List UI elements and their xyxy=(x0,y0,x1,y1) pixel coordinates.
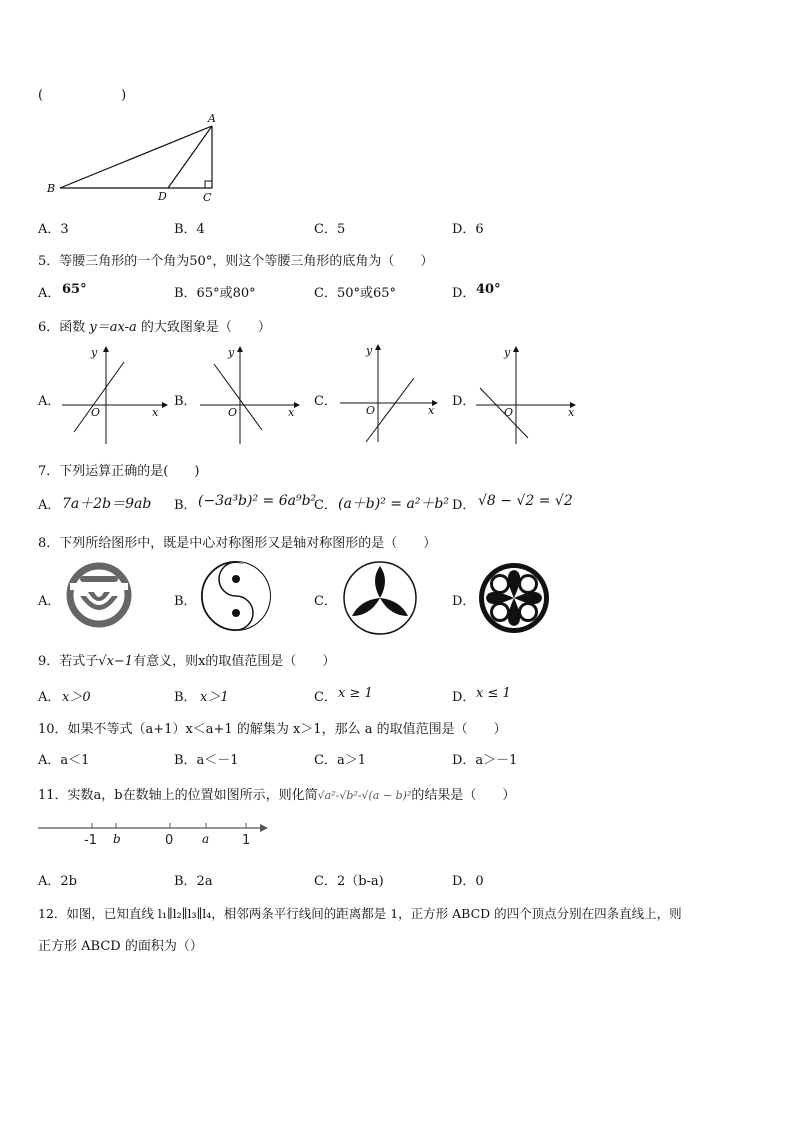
tick-label-0: 0 xyxy=(165,833,174,848)
q8-option-a-letter: A． xyxy=(38,594,61,609)
q7-option-c-letter: C． xyxy=(314,498,337,513)
q7-option-d-letter: D． xyxy=(452,498,476,513)
origin-label: O xyxy=(91,406,101,419)
q5-option-d-letter: D． xyxy=(452,286,476,301)
y-axis-label: y xyxy=(228,346,235,359)
y-axis-label: y xyxy=(504,346,511,359)
q6-option-c-letter: C． xyxy=(314,394,337,409)
vertex-label-c: C xyxy=(203,191,212,204)
q8-figure-c-three-blades xyxy=(342,560,418,636)
q5-option-c: C．50°或65° xyxy=(314,286,397,301)
vertex-label-b: B xyxy=(47,182,56,195)
q6-option-b-letter: B． xyxy=(174,394,197,409)
q4-option-a: A．3 xyxy=(38,222,69,237)
q4-answer-paren: ( ) xyxy=(38,88,127,103)
origin-label: O xyxy=(228,406,238,419)
x-axis-label: x xyxy=(152,406,159,419)
q5-option-d-value: 40° xyxy=(476,282,501,297)
q12-text-line2: 正方形 ABCD 的面积为（） xyxy=(38,939,203,954)
x-axis-label: x xyxy=(568,406,575,419)
q4-option-b: B．4 xyxy=(174,222,205,237)
q8-figure-d-four-petals xyxy=(478,562,550,634)
q7-option-c-expr: (a＋b)² = a²＋b² xyxy=(338,496,450,512)
q10-option-d: D．a＞－1 xyxy=(452,753,518,768)
q9-option-c-letter: C． xyxy=(314,690,337,705)
q11-option-b: B．2a xyxy=(174,874,213,889)
q4-option-c: C．5 xyxy=(314,222,346,237)
y-axis-label: y xyxy=(91,346,98,359)
q12-text-line1: 12．如图，已知直线 l₁∥l₂∥l₃∥l₄，相邻两条平行线间的距离都是 1，正方形 ABCD 的四个顶点分别在四条直线上，则 xyxy=(38,906,682,921)
q11-number-line xyxy=(36,818,268,848)
q5-option-a-value: 65° xyxy=(62,282,87,297)
q9-option-a-letter: A． xyxy=(38,690,61,705)
q8-option-d-letter: D． xyxy=(452,594,476,609)
vertex-label-d: D xyxy=(158,190,167,203)
x-axis-label: x xyxy=(428,404,435,417)
q9-option-c-expr: x ≥ 1 xyxy=(338,686,373,701)
q7-text: 7．下列运算正确的是( ) xyxy=(38,464,200,479)
origin-label: O xyxy=(366,404,376,417)
q6-graph-c xyxy=(336,340,446,444)
q9-option-d-letter: D． xyxy=(452,690,476,705)
q7-option-d-expr: √8 − √2 = √2 xyxy=(478,493,573,509)
q5-text: 5．等腰三角形的一个角为50°，则这个等腰三角形的底角为（ ） xyxy=(38,254,434,269)
q5-option-a-letter: A． xyxy=(38,286,61,301)
q4-option-d: D．6 xyxy=(452,222,484,237)
tick-label-a: a xyxy=(202,832,210,846)
x-axis-label: x xyxy=(288,406,295,419)
q10-option-a: A．a＜1 xyxy=(38,753,90,768)
q9-option-a-expr: x＞0 xyxy=(62,690,91,705)
q5-option-b: B．65°或80° xyxy=(174,286,256,301)
q8-option-c-letter: C． xyxy=(314,594,337,609)
q7-option-b-letter: B． xyxy=(174,498,197,513)
q8-figure-a-logo xyxy=(66,562,132,628)
q11-text: 11．实数a，b在数轴上的位置如图所示，则化简√a²-√b²-√(a − b)²的结果是（ ） xyxy=(38,788,516,803)
q11-option-a: A．2b xyxy=(38,874,77,889)
q7-option-a-letter: A． xyxy=(38,498,61,513)
y-axis-label: y xyxy=(366,344,373,357)
q9-option-d-expr: x ≤ 1 xyxy=(476,686,511,701)
q11-option-d: D．0 xyxy=(452,874,484,889)
tick-label-b: b xyxy=(113,832,121,846)
q8-figure-b-yinyang xyxy=(200,560,272,632)
q6-graph-b xyxy=(196,344,306,448)
q7-option-a-expr: 7a＋2b＝9ab xyxy=(62,496,152,512)
origin-label: O xyxy=(504,406,514,419)
q9-option-b-expr: x＞1 xyxy=(200,690,229,705)
q6-option-d-letter: D． xyxy=(452,394,476,409)
q4-triangle-figure xyxy=(44,112,224,204)
q8-text: 8．下列所给图形中，既是中心对称图形又是轴对称图形的是（ ） xyxy=(38,536,437,551)
q6-option-a-letter: A． xyxy=(38,394,61,409)
tick-label-neg1: -1 xyxy=(84,833,97,848)
q6-graph-a xyxy=(58,344,168,448)
vertex-label-a: A xyxy=(208,112,216,125)
q6-text: 6．函数 y＝ax-a 的大致图象是（ ） xyxy=(38,320,271,335)
q10-text: 10．如果不等式（a+1）x＜a+1 的解集为 x＞1，那么 a 的取值范围是（ ） xyxy=(38,722,507,737)
q11-option-c: C．2（b-a) xyxy=(314,874,384,889)
q10-option-c: C．a＞1 xyxy=(314,753,366,768)
q7-option-b-expr: (−3a³b)² = 6a⁹b² xyxy=(198,493,317,509)
q9-text: 9．若式子√x−1有意义，则x的取值范围是（ ） xyxy=(38,654,336,669)
q10-option-b: B．a＜－1 xyxy=(174,753,239,768)
q8-option-b-letter: B． xyxy=(174,594,197,609)
q9-option-b-letter: B． xyxy=(174,690,197,705)
tick-label-1: 1 xyxy=(242,833,251,848)
q6-graph-d xyxy=(472,342,582,446)
